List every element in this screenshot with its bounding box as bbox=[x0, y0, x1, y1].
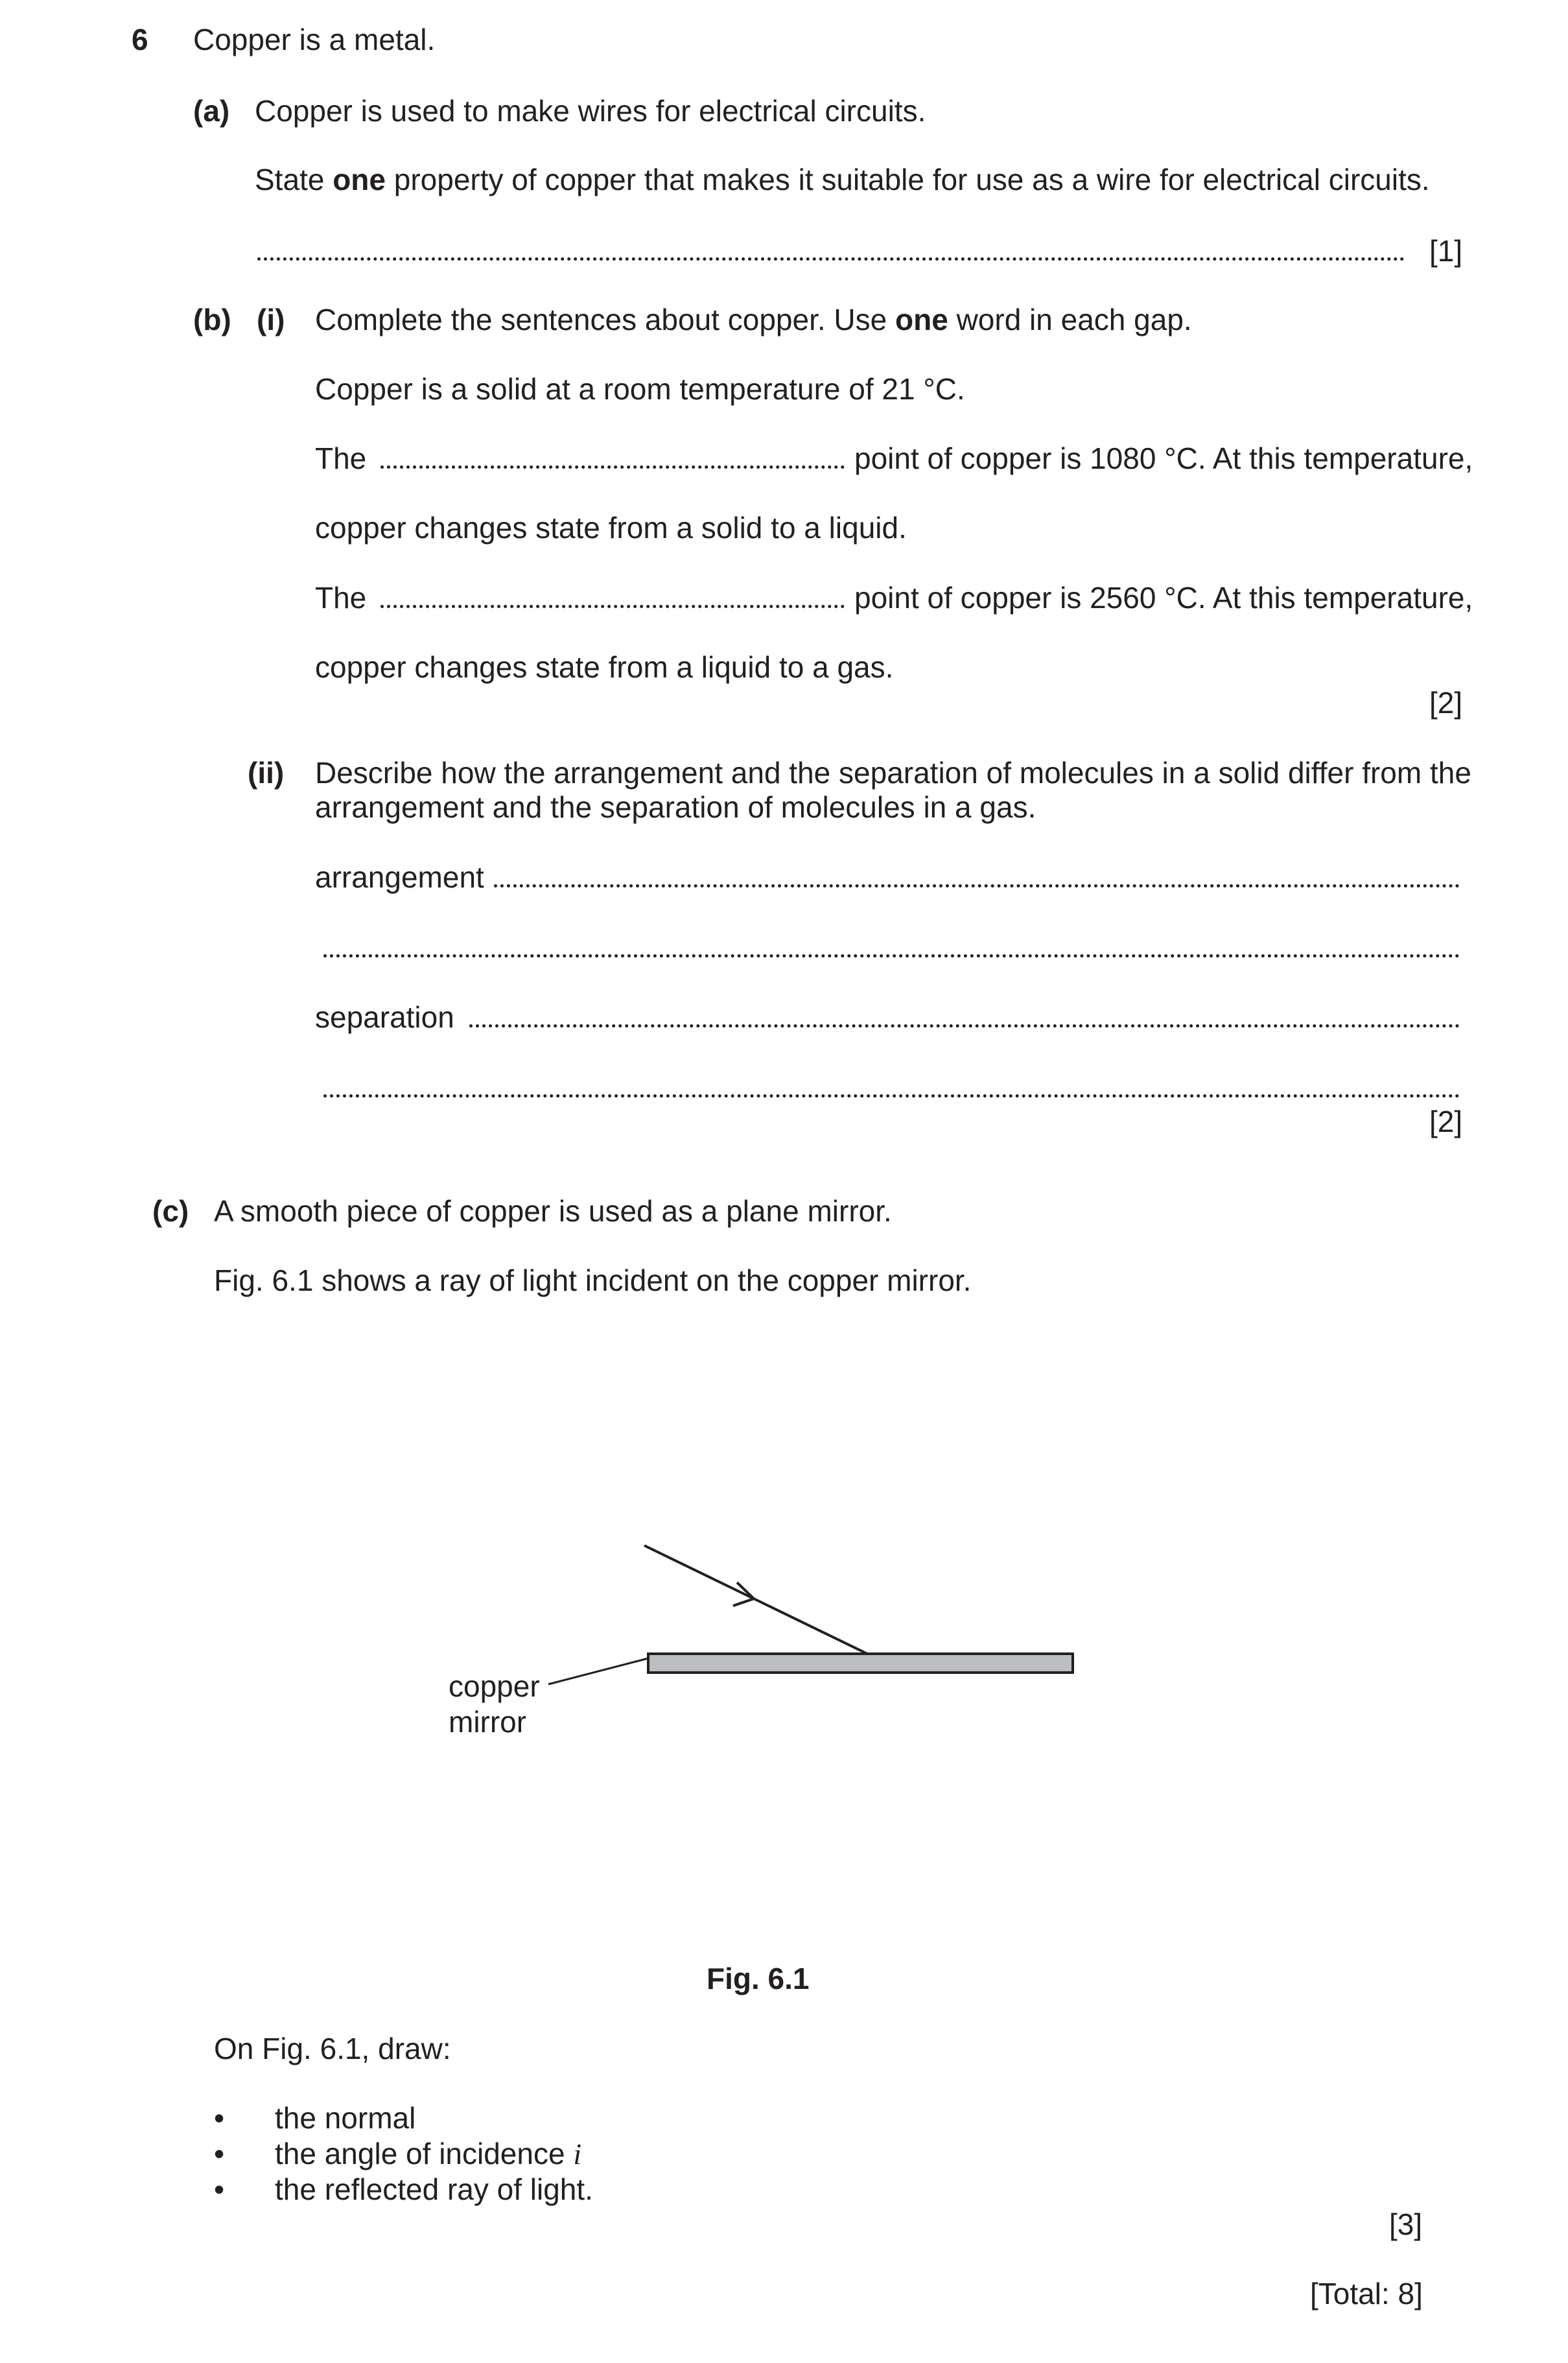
part-a-marks: [1] bbox=[1429, 234, 1463, 268]
part-b-ii-marks: [2] bbox=[1429, 1105, 1463, 1138]
part-c-fig-intro: Fig. 6.1 shows a ray of light incident on the copper mirror. bbox=[214, 1264, 972, 1297]
part-b-i-prompt-post: word in each gap. bbox=[948, 303, 1192, 336]
figure-caption: Fig. 6.1 bbox=[707, 1962, 810, 1995]
incident-ray bbox=[644, 1546, 867, 1654]
part-b-ii-label: (ii) bbox=[248, 756, 285, 790]
question-number: 6 bbox=[132, 23, 148, 56]
part-b-i-gap2-pre: The bbox=[315, 581, 367, 615]
part-b-i-line5: copper changes state from a liquid to a gas. bbox=[315, 650, 894, 684]
part-b-i-gap1-post: point of copper is 1080 °C. At this temperature, bbox=[854, 441, 1473, 475]
part-a-intro: Copper is used to make wires for electrical circuits. bbox=[255, 94, 926, 128]
bullet-symbol: • bbox=[214, 2137, 225, 2170]
part-c-label: (c) bbox=[152, 1194, 189, 1228]
arrangement-label: arrangement bbox=[315, 860, 484, 894]
angle-symbol: i bbox=[573, 2137, 582, 2170]
part-b-i-gap1-pre: The bbox=[315, 441, 367, 475]
question-stem: Copper is a metal. bbox=[193, 23, 436, 56]
bullet-item-normal: the normal bbox=[275, 2101, 416, 2135]
question-total: [Total: 8] bbox=[1310, 2277, 1423, 2310]
part-b-i-line1: Copper is a solid at a room temperature of 21 °C. bbox=[315, 372, 965, 406]
mirror-label-leader-line bbox=[548, 1658, 648, 1684]
part-b-label: (b) bbox=[193, 303, 231, 336]
part-b-i-label: (i) bbox=[257, 303, 285, 336]
part-c-marks: [3] bbox=[1389, 2207, 1423, 2241]
part-b-i-prompt-bold: one bbox=[895, 303, 948, 336]
part-a-prompt-bold: one bbox=[333, 163, 386, 196]
separation-label: separation bbox=[315, 1000, 454, 1034]
part-c-intro: A smooth piece of copper is used as a plane mirror. bbox=[214, 1194, 892, 1228]
bullet-item-angle bbox=[275, 2136, 581, 2172]
bullet-symbol: • bbox=[214, 2172, 225, 2206]
part-a-label: (a) bbox=[193, 94, 230, 128]
copper-mirror bbox=[648, 1654, 1073, 1673]
part-b-i-line3: copper changes state from a solid to a liquid. bbox=[315, 511, 907, 545]
mirror-label-line2: mirror bbox=[449, 1705, 527, 1739]
part-b-i-marks: [2] bbox=[1429, 686, 1463, 720]
part-b-i-prompt-pre: Complete the sentences about copper. Use bbox=[315, 303, 896, 336]
part-c-instruction: On Fig. 6.1, draw: bbox=[214, 2032, 451, 2065]
part-a-prompt-pre: State bbox=[255, 163, 333, 196]
part-a-prompt-post: property of copper that makes it suitable for use as a wire for electrical circuits. bbox=[385, 163, 1430, 196]
part-b-ii-prompt-line1: Describe how the arrangement and the separation of molecules in a solid differ from the bbox=[315, 756, 1471, 790]
mirror-label-line1: copper bbox=[449, 1669, 540, 1703]
bullet-symbol: • bbox=[214, 2101, 225, 2135]
part-b-i-gap2-post: point of copper is 2560 °C. At this temperature, bbox=[854, 581, 1473, 615]
part-b-ii-prompt-line2: arrangement and the separation of molecules in a gas. bbox=[315, 790, 1036, 824]
bullet-item-angle-text: the angle of incidence bbox=[275, 2137, 574, 2170]
bullet-item-reflected-ray: the reflected ray of light. bbox=[275, 2172, 593, 2206]
